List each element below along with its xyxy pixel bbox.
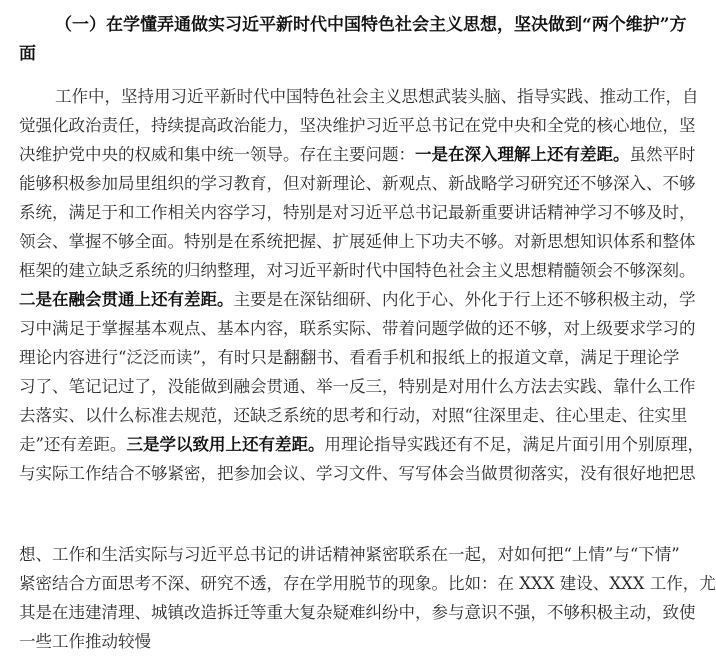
text-segment: 工作中，坚持用习近平新时代中国特色社会主义思想武装头脑、指导实践、推动工作，自	[55, 86, 699, 106]
section-heading	[19, 11, 687, 69]
text-segment: 习了、笔记记过了，没能做到融会贯通、举一反三，特别是对用什么方法去实践、靠什么工作	[19, 376, 696, 396]
text-segment: 能够积极参加局里组织的学习教育，但对新理论、新观点、新战略学习研究还不够深入、不够	[19, 173, 696, 193]
text-segment: 觉强化政治责任，持续提高政治能力，坚决维护习近平总书记在党中央和全党的核心地位，坚	[19, 115, 696, 135]
text-segment: 面	[19, 44, 36, 64]
text-line	[19, 430, 704, 459]
text-line	[19, 569, 716, 598]
text-line	[19, 372, 696, 401]
text-segment: 与实际工作结合不够紧密，把参加会议、学习文件、写写体会当做贯彻落实，没有很好地把思	[19, 463, 696, 483]
text-line	[19, 627, 621, 656]
text-line	[19, 140, 696, 169]
text-segment: 紧密结合方面思考不深、研究不透，存在学用脱节的现象。比如：在 XXX 建设、XXX 工作，尤	[19, 573, 716, 593]
text-segment: 一些工作推动较慢	[19, 631, 151, 651]
bold-key-point: 一是在深入理解上还有差距。	[415, 144, 630, 164]
text-segment: 系统，满足于和工作相关内容学习，特别是对习近平总书记最新重要讲话精神学习不够及时，	[19, 202, 696, 222]
text-segment: 领会、掌握不够全面。特别是在系统把握、扩展延伸上下功夫不够。对新思想知识体系和整体	[19, 231, 696, 251]
text-segment: 走”还有差距。	[19, 434, 127, 454]
text-segment: 虽然平时	[629, 144, 696, 164]
text-line	[19, 459, 696, 488]
bold-key-point: 三是学以致用上还有差距。	[126, 434, 325, 454]
text-segment: 理论内容进行“泛泛而读”，有时只是翻翻书、看看手机和报纸上的报道文章，满足于理论学	[19, 347, 680, 367]
page-2-paragraph	[19, 540, 716, 656]
bold-key-point: 二是在融会贯通上还有差距。	[19, 289, 234, 309]
text-segment: 去落实、以什么标准去规范，还缺乏系统的思考和行动，对照“往深里走、往心里走、往实里	[19, 405, 688, 425]
text-line	[19, 314, 696, 343]
text-line	[19, 40, 621, 69]
text-line	[19, 11, 687, 40]
text-line	[19, 598, 696, 627]
text-segment: 习中满足于掌握基本观点、基本内容，联系实际、带着问题学做的还不够，对上级要求学习的	[19, 318, 696, 338]
text-line	[19, 169, 696, 198]
text-segment: 想、工作和生活实际与习近平总书记的讲话精神紧密联系在一起，对如何把“上情”与“下情”	[19, 544, 680, 564]
text-line	[19, 401, 688, 430]
text-line	[19, 111, 696, 140]
text-segment: 用理论指导实践还有不足，满足片面引用个别原理，	[324, 434, 704, 454]
text-segment: 决维护党中央的权威和集中统一领导。存在主要问题：	[19, 144, 415, 164]
text-line	[19, 227, 696, 256]
text-segment: 其是在违建清理、城镇改造拆迁等重大复杂疑难纠纷中，参与意识不强，不够积极主动，致使	[19, 602, 696, 622]
text-line	[19, 198, 696, 227]
text-line	[19, 82, 699, 111]
text-line	[19, 343, 680, 372]
text-segment: （一）在学懂弄通做实习近平新时代中国特色社会主义思想，坚决做到“两个维护”方	[55, 15, 687, 35]
text-line	[19, 256, 696, 285]
text-segment: 主要是在深钻细研、内化于心、外化于行上还不够积极主动，学	[233, 289, 696, 309]
text-line	[19, 540, 680, 569]
text-segment: 框架的建立缺乏系统的归纳整理，对习近平新时代中国特色社会主义思想精髓领会不够深刻。	[19, 260, 696, 280]
page-1-paragraph	[19, 82, 704, 488]
text-line	[19, 285, 696, 314]
